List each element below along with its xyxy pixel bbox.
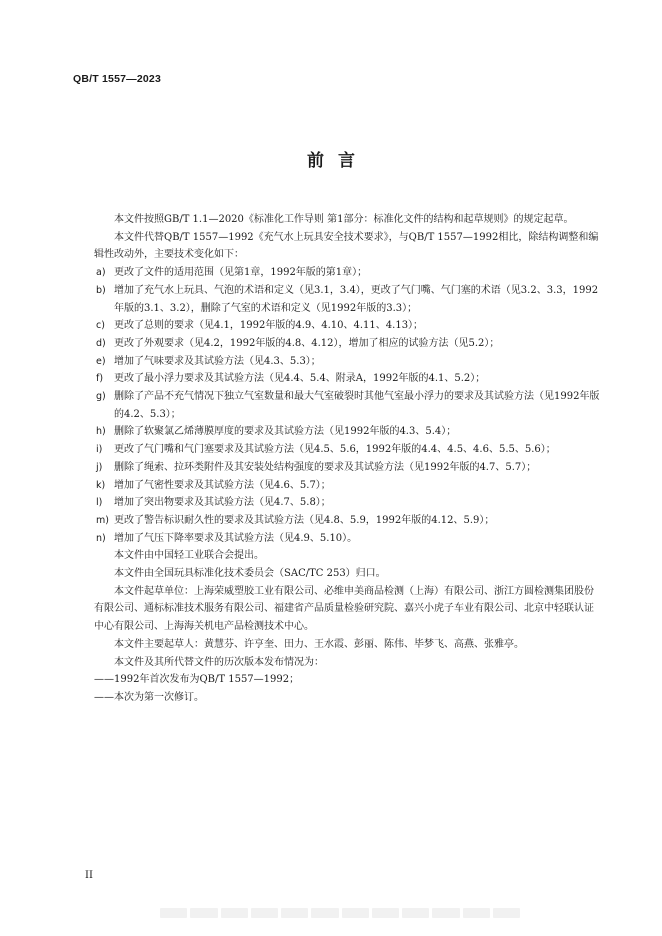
list-item-label: a) xyxy=(96,267,106,279)
paragraph-drafting-basis: 本文件按照GB/T 1.1—2020《标准化工作导则 第1部分：标准化文件的结构和起草规则》的规定起草。 xyxy=(114,214,574,225)
list-item xyxy=(94,370,602,388)
list-item-text: 增加了充气水上玩具、气泡的术语和定义（见3.1，3.4），更改了气门嘴、气门塞的术语（见3.2、3.3，1992年版的3.1、3.2），删除了气室的术语和定义（见1992年版的3.3）； xyxy=(114,284,599,314)
list-item-text: 更改了警告标识耐久性的要求及其试验方法（见4.8、5.9，1992年版的4.12、5.9）； xyxy=(114,514,495,526)
list-item-label: h) xyxy=(96,426,106,438)
paragraph-committee: 本文件由全国玩具标准化技术委员会（SAC/TC 253）归口。 xyxy=(114,568,386,580)
list-item-label: g) xyxy=(96,391,106,403)
list-item-label: m) xyxy=(96,514,109,526)
list-item xyxy=(94,264,602,282)
watermark-glyph xyxy=(372,908,399,918)
watermark-glyph xyxy=(432,908,459,918)
list-item-label: d) xyxy=(96,337,106,349)
watermark-glyph xyxy=(160,908,187,918)
watermark-glyph xyxy=(463,908,490,918)
watermark-glyph xyxy=(342,908,369,918)
watermark-glyph xyxy=(281,908,308,918)
foreword-body xyxy=(94,211,602,707)
list-item-text: 删除了软聚氯乙烯薄膜厚度的要求及其试验方法（见1992年版的4.3、5.4）； xyxy=(114,426,457,438)
list-item-label: j) xyxy=(96,461,103,473)
list-item-text: 删除了绳索、拉环类附件及其安装处结构强度的要求及其试验方法（见1992年版的4.7、5.7）； xyxy=(114,461,537,473)
list-item-text: 更改了最小浮力要求及其试验方法（见4.4、5.4、附录A，1992年版的4.1、5.2）； xyxy=(114,373,486,385)
list-item xyxy=(94,282,602,317)
list-item-label: b) xyxy=(96,284,106,296)
list-item xyxy=(94,512,602,530)
list-item xyxy=(94,353,602,371)
changes-list xyxy=(94,264,602,547)
list-item xyxy=(94,317,602,335)
list-item xyxy=(94,335,602,353)
list-item-text: 更改了文件的适用范围（见第1章，1992年版的第1章）； xyxy=(114,267,368,279)
watermark-glyph xyxy=(190,908,217,918)
list-item-label: e) xyxy=(96,355,106,367)
list-item xyxy=(94,388,602,423)
list-item-text: 增加了突出物要求及其试验方法（见4.7、5.8）； xyxy=(114,497,331,509)
paragraph-drafting-units: 本文件起草单位：上海荣威塑胶工业有限公司、必维申美商品检测（上海）有限公司、浙江方圆检测集团股份有限公司、通标标准技术服务有限公司、福建省产品质量检验研究院、嘉兴小虎子车业有限公司、北京中轻联认证中心有限公司、上海海关机电产品检测技术中心。 xyxy=(94,585,594,633)
list-item-text: 删除了产品不充气情况下独立气室数量和最大气室破裂时其他气室最小浮力的要求及其试验方法（见1992年版的4.2、5.3）； xyxy=(114,391,600,420)
standard-code: QB/T 1557—2023 xyxy=(73,73,162,85)
page-title: 前言 xyxy=(307,151,369,171)
list-item xyxy=(94,441,602,459)
list-item-text: 更改了气门嘴和气门塞要求及其试验方法（见4.5、5.6，1992年版的4.4、4.5、4.6、5.5、5.6）； xyxy=(114,444,556,456)
paragraph-history-intro: 本文件及其所代替文件的历次版本发布情况为： xyxy=(114,656,324,668)
paragraph-drafters: 本文件主要起草人：黄慧芬、许亨奎、田力、王水霞、彭丽、陈伟、毕梦飞、高燕、张雅亭。 xyxy=(114,638,524,650)
paragraph-proposer: 本文件由中国轻工业联合会提出。 xyxy=(114,550,264,562)
history-item: ——1992年首次发布为QB/T 1557—1992； xyxy=(94,674,300,686)
watermark-glyph xyxy=(311,908,338,918)
watermark-glyph xyxy=(402,908,429,918)
list-item xyxy=(94,459,602,477)
list-item-label: l) xyxy=(96,497,103,509)
list-item xyxy=(94,494,602,512)
list-item-label: f) xyxy=(96,373,104,385)
page-number: II xyxy=(85,870,93,881)
list-item xyxy=(94,530,602,548)
watermark-glyph xyxy=(221,908,248,918)
watermark-glyph xyxy=(493,908,520,918)
list-item-text: 增加了气密性要求及其试验方法（见4.6、5.7）； xyxy=(114,479,331,491)
watermark-strip xyxy=(160,908,520,922)
list-item-text: 更改了外观要求（见4.2，1992年版的4.8、4.12），增加了相应的试验方法（见5.2）； xyxy=(114,337,500,349)
history-item: ——本次为第一次修订。 xyxy=(94,691,204,703)
list-item xyxy=(94,477,602,495)
list-item-text: 增加了气压下降率要求及其试验方法（见4.9、5.10）。 xyxy=(114,532,358,544)
list-item-text: 更改了总则的要求（见4.1，1992年版的4.9、4.10、4.11、4.13）； xyxy=(114,320,424,332)
list-item-label: i) xyxy=(96,444,103,456)
list-item-label: n) xyxy=(96,532,106,544)
list-item xyxy=(94,423,602,441)
list-item-label: c) xyxy=(96,320,105,332)
list-item-label: k) xyxy=(96,479,106,491)
list-item-text: 增加了气味要求及其试验方法（见4.3、5.3）； xyxy=(114,355,321,367)
watermark-glyph xyxy=(251,908,278,918)
paragraph-replacement: 本文件代替QB/T 1557—1992《充气水上玩具安全技术要求》，与QB/T 1557—1992相比，除结构调整和编辑性改动外，主要技术变化如下： xyxy=(94,231,599,261)
